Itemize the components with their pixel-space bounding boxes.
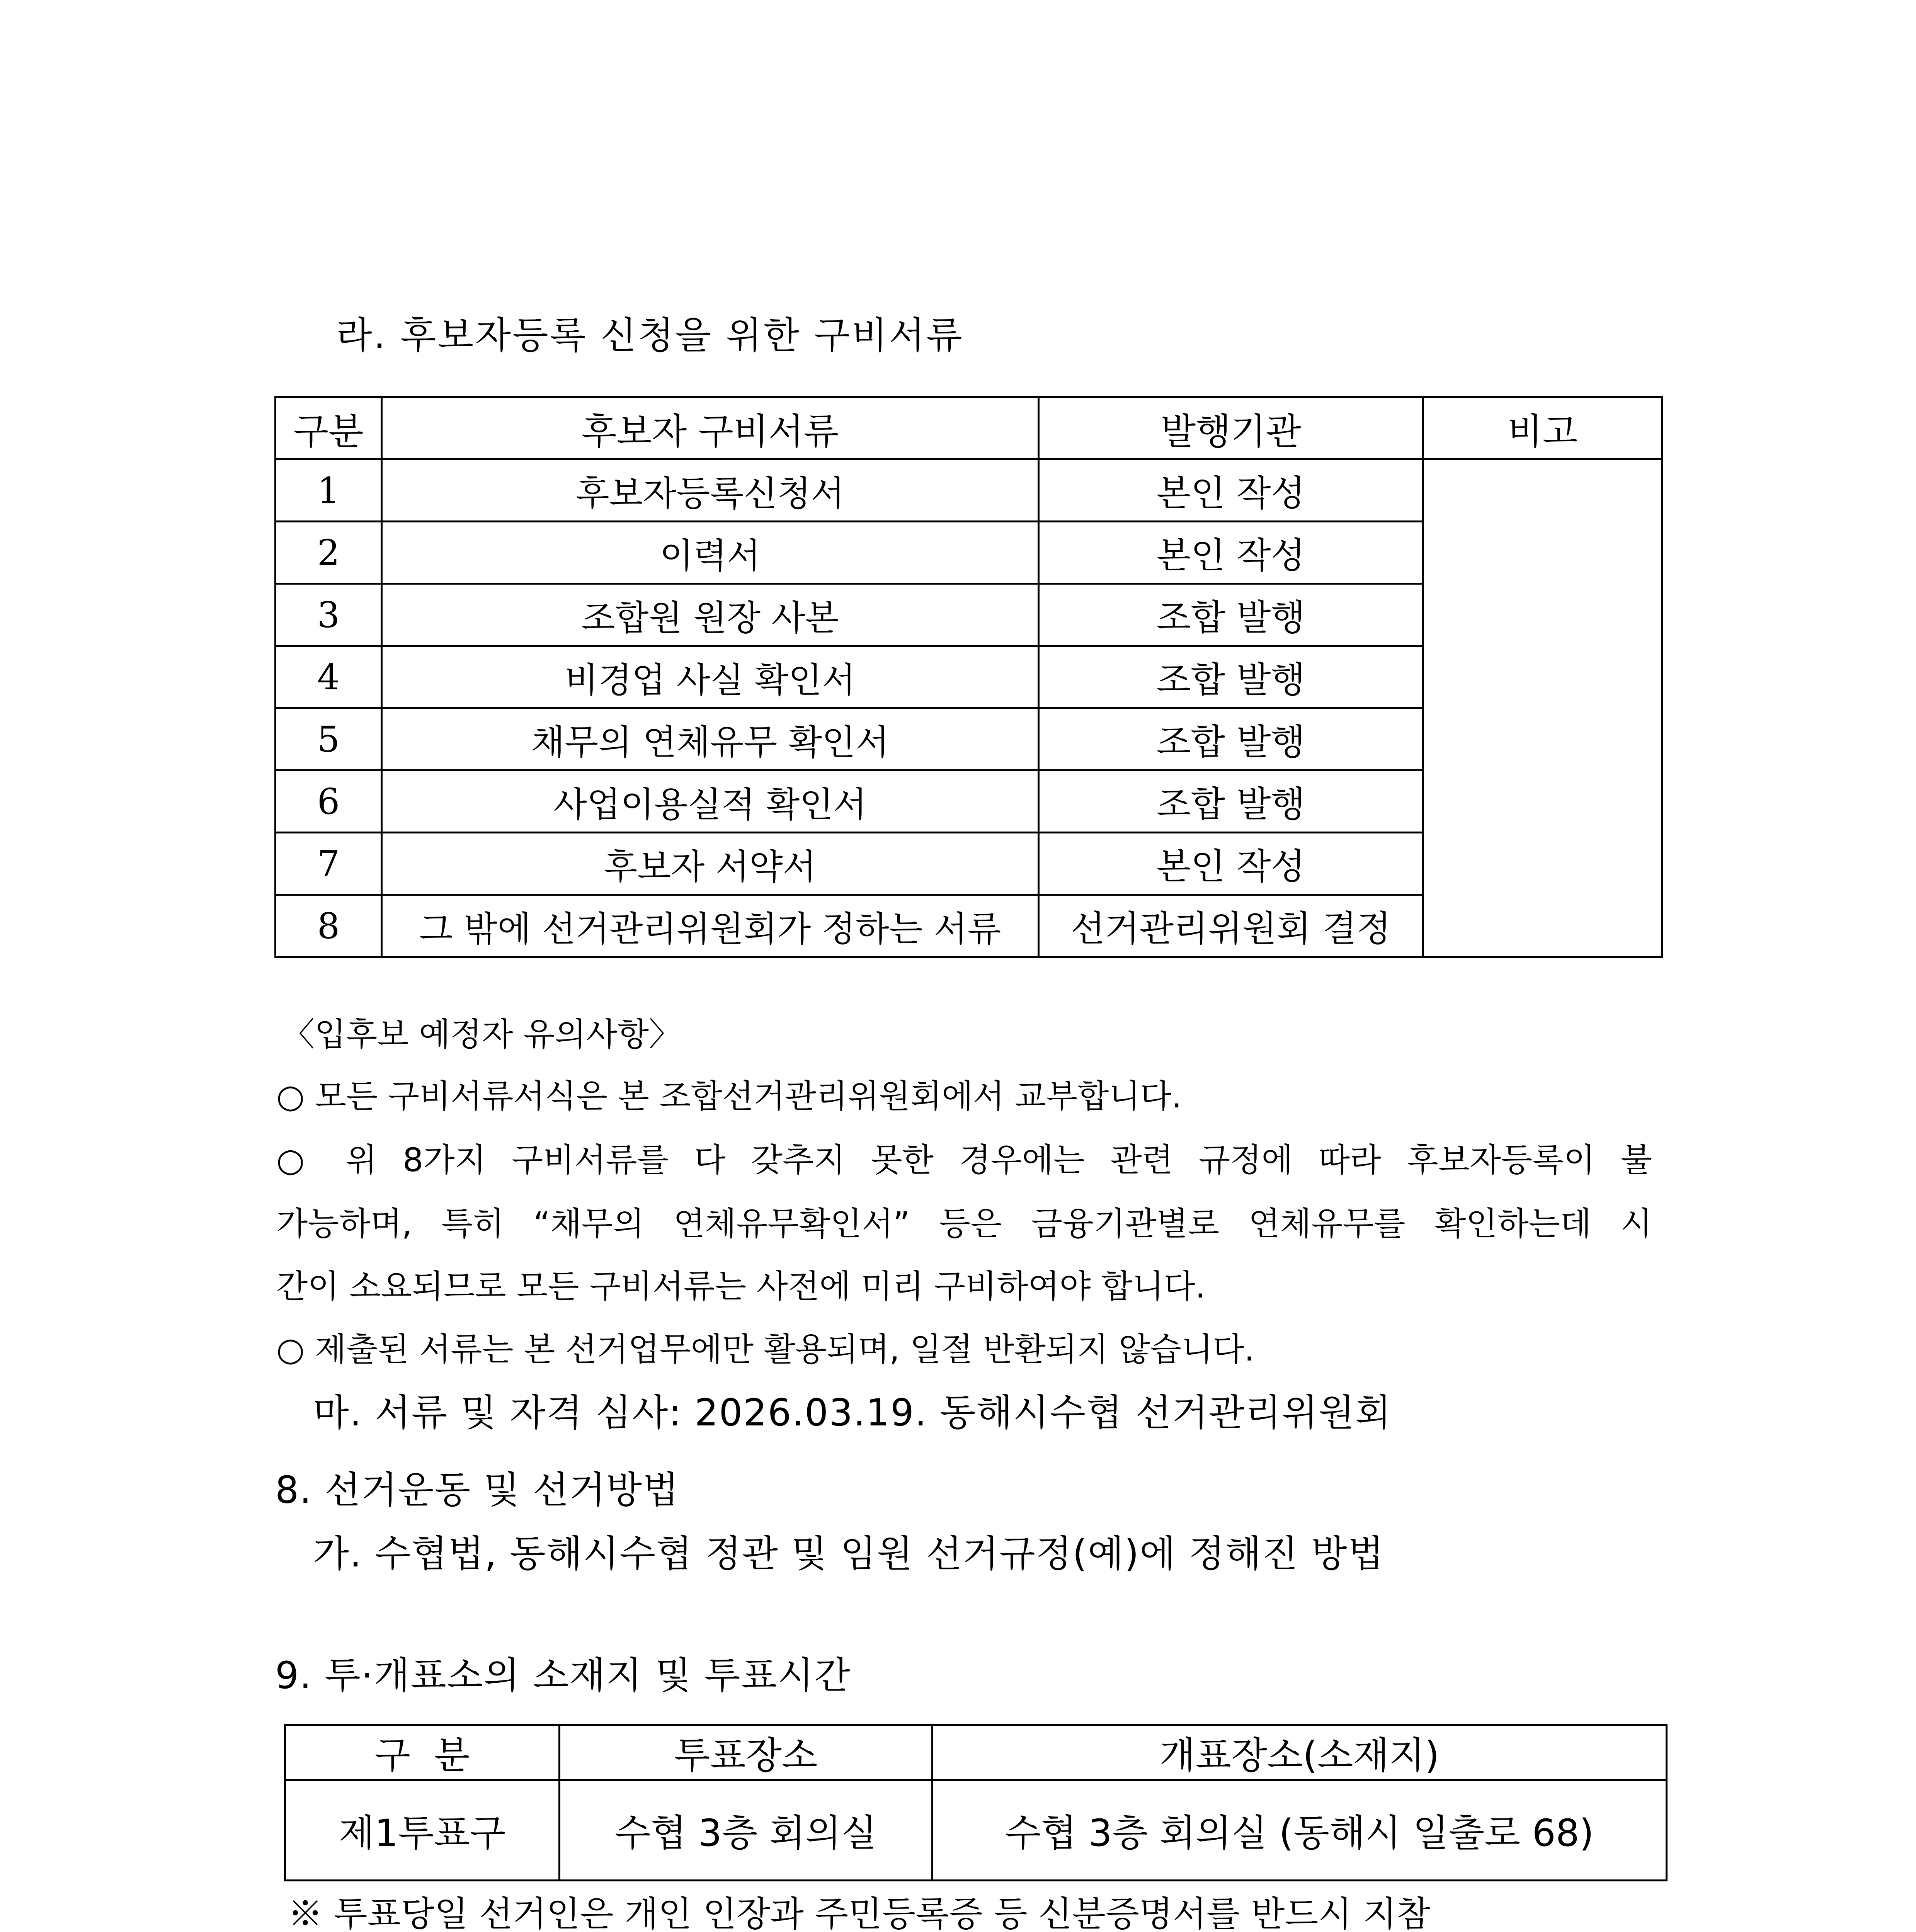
issuer: 조합 발행 [1039,708,1423,770]
issuer: 조합 발행 [1039,584,1423,646]
row-number: 7 [276,833,382,895]
document-name: 채무의 연체유무 확인서 [382,708,1039,770]
note-line: 간이 소요되므로 모든 구비서류는 사전에 미리 구비하여야 합니다. [276,1267,1206,1305]
district: 제1투표구 [285,1780,560,1881]
note-line: ○ 위 8가지 구비서류를 다 갖추지 못한 경우에는 관련 규정에 따라 후보자등록이 불 [276,1141,1652,1179]
row-number: 5 [276,708,382,770]
required-documents-table [274,396,1663,958]
section-ma-heading: 마. 서류 및 자격 심사: 2026.03.19. 동해시수협 선거관리위원회 [313,1391,1392,1434]
header-remarks: 비고 [1423,397,1662,459]
poll-place: 수협 3층 회의실 [560,1780,932,1881]
count-place: 수협 3층 회의실 (동해시 일출로 68) [932,1780,1667,1881]
section-ra-heading: 라. 후보자등록 신청을 위한 구비서류 [336,314,964,357]
section-8-ga: 가. 수협법, 동해시수협 정관 및 임원 선거규정(예)에 정해진 방법 [313,1532,1385,1575]
document-name: 그 밖에 선거관리위원회가 정하는 서류 [382,895,1039,957]
notes-title: 〈입후보 예정자 유의사항〉 [282,1015,681,1053]
row-number: 1 [276,459,382,522]
section-9-heading: 9. 투·개표소의 소재지 및 투표시간 [275,1654,851,1697]
row-number: 8 [276,895,382,957]
issuer: 조합 발행 [1039,770,1423,833]
document-name: 비경업 사실 확인서 [382,646,1039,708]
header-issuer: 발행기관 [1039,397,1423,459]
row-number: 6 [276,770,382,833]
table-row [276,459,1662,522]
document-name: 조합원 원장 사본 [382,584,1039,646]
issuer: 본인 작성 [1039,522,1423,584]
table-row [285,1780,1667,1881]
issuer: 조합 발행 [1039,646,1423,708]
row-number: 3 [276,584,382,646]
remarks-cell [1423,459,1662,957]
note-line: ○ 모든 구비서류서식은 본 조합선거관리위원회에서 교부합니다. [276,1077,1182,1115]
section-8-heading: 8. 선거운동 및 선거방법 [275,1468,679,1512]
issuer: 본인 작성 [1039,833,1423,895]
table-header-row [276,397,1662,459]
note-line: 가능하며, 특히 “채무의 연체유무확인서” 등은 금융기관별로 연체유무를 확인하는데 시 [276,1205,1652,1243]
header-category: 구분 [276,397,382,459]
document-name: 후보자등록신청서 [382,459,1039,522]
document-name: 후보자 서약서 [382,833,1039,895]
header-poll-place: 투표장소 [560,1725,932,1780]
polling-place-table [284,1724,1668,1881]
header-count-place: 개표장소(소재지) [932,1725,1667,1780]
header-documents: 후보자 구비서류 [382,397,1039,459]
row-number: 2 [276,522,382,584]
row-number: 4 [276,646,382,708]
note-line: ○ 제출된 서류는 본 선거업무에만 활용되며, 일절 반환되지 않습니다. [276,1330,1255,1368]
issuer: 선거관리위원회 결정 [1039,895,1423,957]
id-warning-line: ※ 투표당일 선거인은 개인 인장과 주민등록증 등 신분증명서를 반드시 지참 [288,1894,1430,1932]
document-name: 이력서 [382,522,1039,584]
issuer: 본인 작성 [1039,459,1423,522]
document-name: 사업이용실적 확인서 [382,770,1039,833]
table-header-row [285,1725,1667,1780]
header-district: 구 분 [285,1725,560,1780]
